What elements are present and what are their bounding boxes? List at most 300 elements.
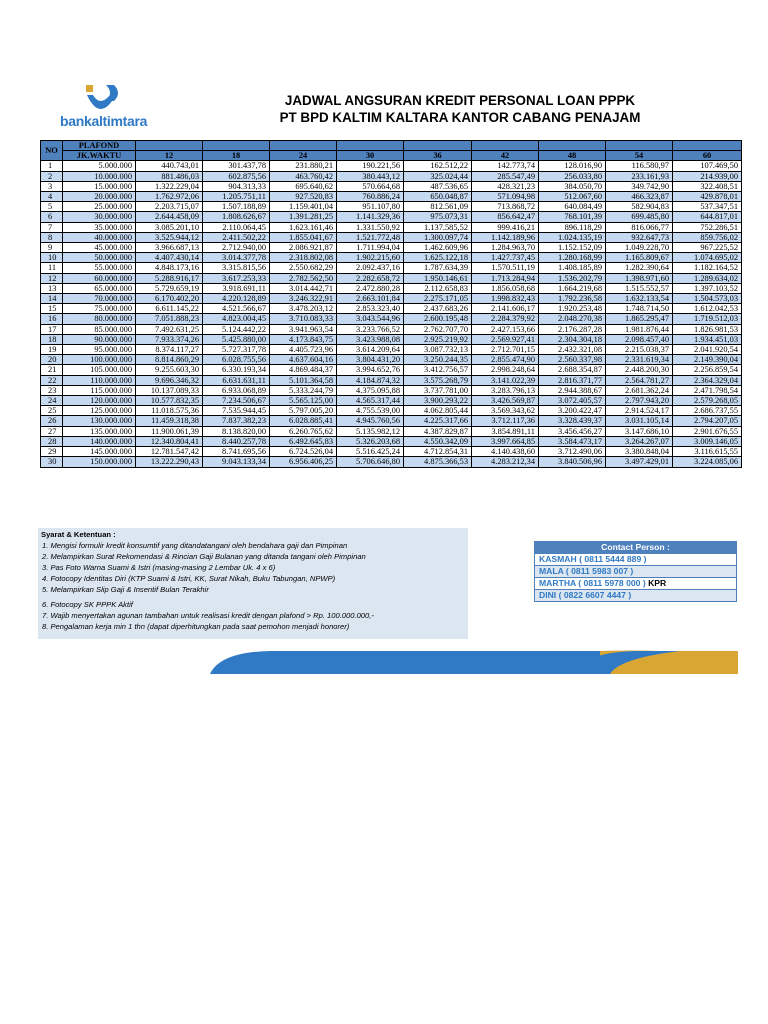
installment-cell: 5.565.125,00 bbox=[270, 396, 337, 406]
installment-cell: 3.710.083,33 bbox=[270, 314, 337, 324]
title-line-1: JADWAL ANGSURAN KREDIT PERSONAL LOAN PPPK bbox=[284, 93, 636, 108]
installment-cell: 4.405.723,96 bbox=[270, 345, 337, 355]
installment-cell: 896.118,29 bbox=[539, 222, 606, 232]
row-number: 22 bbox=[41, 375, 63, 385]
row-number: 20 bbox=[41, 355, 63, 365]
row-number: 30 bbox=[41, 457, 63, 467]
installment-cell: 2.098.457,40 bbox=[606, 334, 673, 344]
installment-cell: 5.425.880,00 bbox=[203, 334, 270, 344]
row-number: 19 bbox=[41, 345, 63, 355]
installment-cell: 812.561,09 bbox=[404, 202, 472, 212]
installment-cell: 5.727.317,78 bbox=[203, 345, 270, 355]
installment-cell: 1.902.215,60 bbox=[337, 253, 404, 263]
installment-cell: 9.696.346,32 bbox=[136, 375, 203, 385]
installment-cell: 1.142.189,96 bbox=[472, 232, 539, 242]
row-number: 23 bbox=[41, 385, 63, 395]
row-number: 13 bbox=[41, 283, 63, 293]
installment-cell: 3.085.201,10 bbox=[136, 222, 203, 232]
row-number: 24 bbox=[41, 396, 63, 406]
plafond-cell: 55.000.000 bbox=[63, 263, 136, 273]
installment-cell: 1.427.737,45 bbox=[472, 253, 539, 263]
column-header-period: 18 bbox=[203, 151, 270, 161]
installment-cell: 1.981.876,44 bbox=[606, 324, 673, 334]
installment-cell: 570.664,68 bbox=[337, 181, 404, 191]
installment-cell: 9.255.603,30 bbox=[136, 365, 203, 375]
installment-cell: 1.787.634,39 bbox=[404, 263, 472, 273]
table-row bbox=[41, 334, 742, 344]
installment-cell: 1.289.634,02 bbox=[673, 273, 742, 283]
installment-cell: 384.050,70 bbox=[539, 181, 606, 191]
plafond-cell: 130.000.000 bbox=[63, 416, 136, 426]
plafond-cell: 120.000.000 bbox=[63, 396, 136, 406]
table-row bbox=[41, 447, 742, 457]
installment-cell: 1.515.552,57 bbox=[606, 283, 673, 293]
installment-cell: 1.865.295,47 bbox=[606, 314, 673, 324]
installment-cell: 2.564.781,27 bbox=[606, 375, 673, 385]
installment-cell: 7.492.631,25 bbox=[136, 324, 203, 334]
installment-cell: 2.284.379,92 bbox=[472, 314, 539, 324]
installment-cell: 231.880,21 bbox=[270, 161, 337, 171]
installment-cell: 1.391.281,25 bbox=[270, 212, 337, 222]
installment-cell: 440.743,01 bbox=[136, 161, 203, 171]
row-number: 16 bbox=[41, 314, 63, 324]
installment-cell: 2.550.682,29 bbox=[270, 263, 337, 273]
installment-cell: 650.048,87 bbox=[404, 192, 472, 202]
installment-cell: 2.432.321,08 bbox=[539, 345, 606, 355]
row-number: 6 bbox=[41, 212, 63, 222]
installment-cell: 3.031.105,14 bbox=[606, 416, 673, 426]
installment-cell: 3.941.963,54 bbox=[270, 324, 337, 334]
table-row bbox=[41, 324, 742, 334]
installment-cell: 2.855.474,90 bbox=[472, 355, 539, 365]
installment-cell: 3.250.244,35 bbox=[404, 355, 472, 365]
terms-item: 4. Fotocopy Identitas Diri (KTP Suami & Istri, KK, Surat Nikah, Buku Tabungan, NPWP) bbox=[42, 574, 336, 583]
plafond-cell: 110.000.000 bbox=[63, 375, 136, 385]
table-row bbox=[41, 253, 742, 263]
installment-cell: 5.101.364,58 bbox=[270, 375, 337, 385]
installment-cell: 428.321,23 bbox=[472, 181, 539, 191]
plafond-cell: 30.000.000 bbox=[63, 212, 136, 222]
plafond-cell: 135.000.000 bbox=[63, 426, 136, 436]
installment-cell: 380.443,12 bbox=[337, 171, 404, 181]
installment-cell: 1.934.451,03 bbox=[673, 334, 742, 344]
installment-cell: 4.173.843,75 bbox=[270, 334, 337, 344]
row-number: 27 bbox=[41, 426, 63, 436]
installment-cell: 3.994.652,76 bbox=[337, 365, 404, 375]
table-row bbox=[41, 375, 742, 385]
installment-cell: 1.855.041,67 bbox=[270, 232, 337, 242]
installment-cell: 3.224.085,06 bbox=[673, 457, 742, 467]
installment-cell: 466.323,87 bbox=[606, 192, 673, 202]
installment-cell: 5.516.425,24 bbox=[337, 447, 404, 457]
installment-cell: 6.492.645,83 bbox=[270, 436, 337, 446]
contact-person bbox=[534, 554, 737, 566]
terms-panel bbox=[38, 528, 468, 639]
installment-cell: 2.688.354,87 bbox=[539, 365, 606, 375]
installment-cell: 5.333.244,79 bbox=[270, 385, 337, 395]
installment-cell: 1.280.168,99 bbox=[539, 253, 606, 263]
row-number: 8 bbox=[41, 232, 63, 242]
installment-cell: 3.328.439,37 bbox=[539, 416, 606, 426]
row-number: 4 bbox=[41, 192, 63, 202]
installment-cell: 2.448.200,30 bbox=[606, 365, 673, 375]
installment-cell: 2.092.437,16 bbox=[337, 263, 404, 273]
column-header-period: 24 bbox=[270, 151, 337, 161]
installment-cell: 2.437.683,26 bbox=[404, 304, 472, 314]
table-row bbox=[41, 436, 742, 446]
installment-cell: 2.944.388,67 bbox=[539, 385, 606, 395]
installment-cell: 1.570.511,19 bbox=[472, 263, 539, 273]
installment-cell: 1.074.695,02 bbox=[673, 253, 742, 263]
row-number: 7 bbox=[41, 222, 63, 232]
installment-cell: 4.140.438,60 bbox=[472, 447, 539, 457]
installment-cell: 10.577.832,35 bbox=[136, 396, 203, 406]
plafond-cell: 145.000.000 bbox=[63, 447, 136, 457]
installment-cell: 2.560.337,98 bbox=[539, 355, 606, 365]
table-body bbox=[41, 161, 742, 467]
installment-cell: 6.611.145,22 bbox=[136, 304, 203, 314]
installment-cell: 2.471.798,54 bbox=[673, 385, 742, 395]
installment-cell: 2.215.038,37 bbox=[606, 345, 673, 355]
installment-cell: 975.073,31 bbox=[404, 212, 472, 222]
installment-cell: 2.427.153,66 bbox=[472, 324, 539, 334]
installment-cell: 2.048.270,38 bbox=[539, 314, 606, 324]
installment-cell: 10.137.089,33 bbox=[136, 385, 203, 395]
bank-logo bbox=[60, 83, 190, 133]
installment-cell: 856.642,47 bbox=[472, 212, 539, 222]
installment-cell: 322.408,51 bbox=[673, 181, 742, 191]
installment-cell: 1.632.133,54 bbox=[606, 294, 673, 304]
installment-cell: 2.569.927,41 bbox=[472, 334, 539, 344]
table-row bbox=[41, 243, 742, 253]
installment-cell: 12.340.804,41 bbox=[136, 436, 203, 446]
installment-cell: 8.814.860,29 bbox=[136, 355, 203, 365]
table-row bbox=[41, 283, 742, 293]
installment-cell: 1.625.122,18 bbox=[404, 253, 472, 263]
installment-cell: 4.220.128,89 bbox=[203, 294, 270, 304]
installment-cell: 3.014.442,71 bbox=[270, 283, 337, 293]
column-header-plafond: PLAFOND bbox=[63, 141, 136, 151]
installment-cell: 3.840.506,96 bbox=[539, 457, 606, 467]
installment-cell: 1.713.284,94 bbox=[472, 273, 539, 283]
installment-cell: 2.203.715,07 bbox=[136, 202, 203, 212]
row-number: 28 bbox=[41, 436, 63, 446]
row-number: 29 bbox=[41, 447, 63, 457]
installment-cell: 3.426.569,87 bbox=[472, 396, 539, 406]
row-number: 9 bbox=[41, 243, 63, 253]
installment-cell: 3.380.848,04 bbox=[606, 447, 673, 457]
installment-cell: 3.617.253,33 bbox=[203, 273, 270, 283]
installment-cell: 3.233.766,52 bbox=[337, 324, 404, 334]
installment-cell: 2.149.390,04 bbox=[673, 355, 742, 365]
installment-cell: 3.246.322,91 bbox=[270, 294, 337, 304]
table-row bbox=[41, 457, 742, 467]
table-row bbox=[41, 416, 742, 426]
installment-cell: 3.116.615,55 bbox=[673, 447, 742, 457]
installment-cell: 2.925.219,92 bbox=[404, 334, 472, 344]
plafond-cell: 45.000.000 bbox=[63, 243, 136, 253]
installment-cell: 2.176.287,28 bbox=[539, 324, 606, 334]
plafond-cell: 5.000.000 bbox=[63, 161, 136, 171]
installment-cell: 2.712.701,15 bbox=[472, 345, 539, 355]
installment-cell: 2.794.207,05 bbox=[673, 416, 742, 426]
installment-cell: 3.804.431,20 bbox=[337, 355, 404, 365]
installment-cell: 463.760,42 bbox=[270, 171, 337, 181]
installment-cell: 1.159.401,04 bbox=[270, 202, 337, 212]
installment-cell: 7.837.382,23 bbox=[203, 416, 270, 426]
installment-cell: 967.225,52 bbox=[673, 243, 742, 253]
installment-cell: 3.918.691,11 bbox=[203, 283, 270, 293]
installment-cell: 752.286,51 bbox=[673, 222, 742, 232]
terms-item: 2. Melampirkan Surat Rekomendasi & Rincian Gaji Bulanan yang ditanda tangani oleh Pimpinan bbox=[42, 552, 366, 561]
installment-cell: 4.869.484,37 bbox=[270, 365, 337, 375]
contact-person bbox=[534, 566, 737, 578]
installment-cell: 3.315.815,56 bbox=[203, 263, 270, 273]
plafond-cell: 100.000.000 bbox=[63, 355, 136, 365]
installment-cell: 3.043.544,96 bbox=[337, 314, 404, 324]
plafond-cell: 75.000.000 bbox=[63, 304, 136, 314]
installment-cell: 1.792.236,58 bbox=[539, 294, 606, 304]
installment-cell: 1.856.058,68 bbox=[472, 283, 539, 293]
installment-cell: 6.724.526,04 bbox=[270, 447, 337, 457]
terms-heading: Syarat & Ketentuan : bbox=[41, 530, 116, 539]
plafond-cell: 35.000.000 bbox=[63, 222, 136, 232]
installment-cell: 3.423.988,08 bbox=[337, 334, 404, 344]
terms-item: 8. Pengalaman kerja min 1 thn (dapat diperhitungkan pada saat pemohon menjadi honorer) bbox=[42, 622, 350, 631]
installment-cell: 1.137.585,52 bbox=[404, 222, 472, 232]
installment-cell: 285.547,49 bbox=[472, 171, 539, 181]
plafond-cell: 105.000.000 bbox=[63, 365, 136, 375]
installment-cell: 6.330.193,34 bbox=[203, 365, 270, 375]
row-number: 5 bbox=[41, 202, 63, 212]
installment-cell: 4.755.539,00 bbox=[337, 406, 404, 416]
installment-cell: 128.016,90 bbox=[539, 161, 606, 171]
plafond-cell: 25.000.000 bbox=[63, 202, 136, 212]
installment-cell: 3.087.732,13 bbox=[404, 345, 472, 355]
table-row bbox=[41, 294, 742, 304]
column-header-period: 42 bbox=[472, 151, 539, 161]
row-number: 15 bbox=[41, 304, 63, 314]
installment-cell: 4.875.366,53 bbox=[404, 457, 472, 467]
installment-cell: 5.124.442,22 bbox=[203, 324, 270, 334]
table-row bbox=[41, 385, 742, 395]
plafond-cell: 60.000.000 bbox=[63, 273, 136, 283]
installment-cell: 8.138.820,00 bbox=[203, 426, 270, 436]
table-row bbox=[41, 181, 742, 191]
table-row bbox=[41, 192, 742, 202]
installment-cell: 951.107,80 bbox=[337, 202, 404, 212]
installment-cell: 2.644.458,09 bbox=[136, 212, 203, 222]
table-row bbox=[41, 222, 742, 232]
plafond-cell: 20.000.000 bbox=[63, 192, 136, 202]
table-row bbox=[41, 273, 742, 283]
plafond-cell: 115.000.000 bbox=[63, 385, 136, 395]
row-number: 25 bbox=[41, 406, 63, 416]
row-number: 18 bbox=[41, 334, 63, 344]
header-row-1 bbox=[41, 141, 742, 151]
installment-cell: 2.141.606,17 bbox=[472, 304, 539, 314]
column-header-no: NO bbox=[41, 141, 63, 161]
table-row bbox=[41, 232, 742, 242]
contact-text: MARTHA ( 0811 5978 000 ) bbox=[539, 578, 646, 588]
installment-cell: 602.875,56 bbox=[203, 171, 270, 181]
table-row bbox=[41, 345, 742, 355]
installment-cell: 1.623.161,46 bbox=[270, 222, 337, 232]
document-title bbox=[240, 92, 680, 126]
installment-cell: 512.067,60 bbox=[539, 192, 606, 202]
installment-cell: 11.459.318,38 bbox=[136, 416, 203, 426]
installment-cell: 3.200.422,47 bbox=[539, 406, 606, 416]
installment-cell: 2.041.920,54 bbox=[673, 345, 742, 355]
table-row bbox=[41, 426, 742, 436]
installment-cell: 2.318.802,08 bbox=[270, 253, 337, 263]
installment-cell: 3.478.203,12 bbox=[270, 304, 337, 314]
installment-cell: 695.640,62 bbox=[270, 181, 337, 191]
installment-cell: 2.816.371,77 bbox=[539, 375, 606, 385]
installment-cell: 429.878,01 bbox=[673, 192, 742, 202]
installment-cell: 349.742,90 bbox=[606, 181, 673, 191]
installment-cell: 1.711.994,04 bbox=[337, 243, 404, 253]
installment-cell: 1.826.981,53 bbox=[673, 324, 742, 334]
installment-cell: 2.914.524,17 bbox=[606, 406, 673, 416]
installment-cell: 1.664.219,68 bbox=[539, 283, 606, 293]
installment-cell: 1.024.135,19 bbox=[539, 232, 606, 242]
contact-panel bbox=[534, 541, 737, 602]
installment-cell: 8.741.695,56 bbox=[203, 447, 270, 457]
installment-cell: 3.497.429,01 bbox=[606, 457, 673, 467]
installment-cell: 4.283.212,34 bbox=[472, 457, 539, 467]
installment-cell: 932.647,73 bbox=[606, 232, 673, 242]
installment-cell: 3.412.756,57 bbox=[404, 365, 472, 375]
installment-cell: 7.535.944,45 bbox=[203, 406, 270, 416]
row-number: 11 bbox=[41, 263, 63, 273]
installment-cell: 1.282.390,64 bbox=[606, 263, 673, 273]
plafond-cell: 70.000.000 bbox=[63, 294, 136, 304]
installment-cell: 6.170.402,20 bbox=[136, 294, 203, 304]
installment-cell: 640.084,49 bbox=[539, 202, 606, 212]
table-row bbox=[41, 171, 742, 181]
column-header-period: 12 bbox=[136, 151, 203, 161]
installment-cell: 2.411.502,22 bbox=[203, 232, 270, 242]
installment-cell: 3.014.377,78 bbox=[203, 253, 270, 263]
installment-cell: 2.853.323,40 bbox=[337, 304, 404, 314]
plafond-cell: 40.000.000 bbox=[63, 232, 136, 242]
installment-cell: 5.797.005,20 bbox=[270, 406, 337, 416]
installment-cell: 11.900.061,39 bbox=[136, 426, 203, 436]
installment-cell: 537.347,51 bbox=[673, 202, 742, 212]
installment-cell: 3.525.944,12 bbox=[136, 232, 203, 242]
installment-cell: 1.950.146,61 bbox=[404, 273, 472, 283]
installment-cell: 760.886,24 bbox=[337, 192, 404, 202]
decorative-wave bbox=[0, 648, 768, 674]
installment-cell: 6.631.631,11 bbox=[203, 375, 270, 385]
installment-cell: 4.184.874,32 bbox=[337, 375, 404, 385]
installment-cell: 301.437,78 bbox=[203, 161, 270, 171]
installment-cell: 582.904,83 bbox=[606, 202, 673, 212]
column-header-period: 60 bbox=[673, 151, 742, 161]
installment-cell: 3.614.209,64 bbox=[337, 345, 404, 355]
installment-cell: 487.536,65 bbox=[404, 181, 472, 191]
installment-cell: 4.407.430,14 bbox=[136, 253, 203, 263]
terms-item: 3. Pas Foto Warna Suami & Istri (masing-masing 2 Lembar Uk. 4 x 6) bbox=[42, 563, 276, 572]
installment-cell: 214.939,00 bbox=[673, 171, 742, 181]
contact-text: DINI ( 0822 6607 4447 ) bbox=[539, 590, 632, 600]
installment-cell: 5.706.646,80 bbox=[337, 457, 404, 467]
contact-heading: Contact Person : bbox=[534, 541, 737, 554]
installment-cell: 768.101,39 bbox=[539, 212, 606, 222]
table-row bbox=[41, 365, 742, 375]
installment-cell: 1.205.751,11 bbox=[203, 192, 270, 202]
installment-cell: 5.326.203,68 bbox=[337, 436, 404, 446]
installment-cell: 2.256.859,54 bbox=[673, 365, 742, 375]
installment-cell: 7.933.374,26 bbox=[136, 334, 203, 344]
installment-cell: 2.762.707,70 bbox=[404, 324, 472, 334]
row-number: 26 bbox=[41, 416, 63, 426]
plafond-cell: 15.000.000 bbox=[63, 181, 136, 191]
installment-cell: 1.748.714,50 bbox=[606, 304, 673, 314]
installment-cell: 2.112.658,83 bbox=[404, 283, 472, 293]
row-number: 2 bbox=[41, 171, 63, 181]
installment-cell: 233.161,93 bbox=[606, 171, 673, 181]
installment-cell: 2.282.658,72 bbox=[337, 273, 404, 283]
installment-cell: 3.283.796,13 bbox=[472, 385, 539, 395]
installment-cell: 3.264.267,07 bbox=[606, 436, 673, 446]
installment-cell: 4.225.317,66 bbox=[404, 416, 472, 426]
terms-item: 7. Wajib menyertakan agunan tambahan untuk realisasi kredit dengan plafond > Rp. 100.000.000,- bbox=[42, 611, 374, 620]
installment-cell: 3.737.781,00 bbox=[404, 385, 472, 395]
installment-cell: 142.773,74 bbox=[472, 161, 539, 171]
terms-item: 6. Fotocopy SK PPPK Aktif bbox=[42, 600, 133, 609]
installment-cell: 2.304.304,18 bbox=[539, 334, 606, 344]
installment-cell: 3.712.117,36 bbox=[472, 416, 539, 426]
installment-cell: 1.397.103,52 bbox=[673, 283, 742, 293]
row-number: 12 bbox=[41, 273, 63, 283]
table-row bbox=[41, 304, 742, 314]
installment-cell: 2.901.676,55 bbox=[673, 426, 742, 436]
installment-cell: 3.147.686,10 bbox=[606, 426, 673, 436]
table-row bbox=[41, 314, 742, 324]
installment-cell: 4.062.805,44 bbox=[404, 406, 472, 416]
installment-cell: 13.222.290,43 bbox=[136, 457, 203, 467]
logo-mark-icon bbox=[84, 83, 134, 111]
installment-cell: 1.808.626,67 bbox=[203, 212, 270, 222]
installment-cell: 2.681.362,24 bbox=[606, 385, 673, 395]
installment-cell: 4.521.566,67 bbox=[203, 304, 270, 314]
installment-cell: 3.072.405,57 bbox=[539, 396, 606, 406]
installment-cell: 3.456.456,27 bbox=[539, 426, 606, 436]
installment-cell: 2.275.171,05 bbox=[404, 294, 472, 304]
installment-cell: 2.998.248,64 bbox=[472, 365, 539, 375]
installment-cell: 1.408.185,89 bbox=[539, 263, 606, 273]
installment-cell: 4.712.854,31 bbox=[404, 447, 472, 457]
table-row bbox=[41, 406, 742, 416]
installment-cell: 2.663.101,84 bbox=[337, 294, 404, 304]
row-number: 17 bbox=[41, 324, 63, 334]
installment-cell: 3.141.022,39 bbox=[472, 375, 539, 385]
plafond-cell: 150.000.000 bbox=[63, 457, 136, 467]
installment-cell: 2.364.329,04 bbox=[673, 375, 742, 385]
installment-cell: 1.536.202,79 bbox=[539, 273, 606, 283]
installment-table bbox=[40, 140, 742, 468]
installment-cell: 2.110.064,45 bbox=[203, 222, 270, 232]
installment-cell: 816.066,77 bbox=[606, 222, 673, 232]
installment-cell: 1.300.097,74 bbox=[404, 232, 472, 242]
column-header-period: 48 bbox=[539, 151, 606, 161]
contact-person bbox=[534, 590, 737, 602]
installment-cell: 190.221,56 bbox=[337, 161, 404, 171]
installment-cell: 1.152.152,09 bbox=[539, 243, 606, 253]
contact-extra: KPR bbox=[645, 578, 667, 588]
